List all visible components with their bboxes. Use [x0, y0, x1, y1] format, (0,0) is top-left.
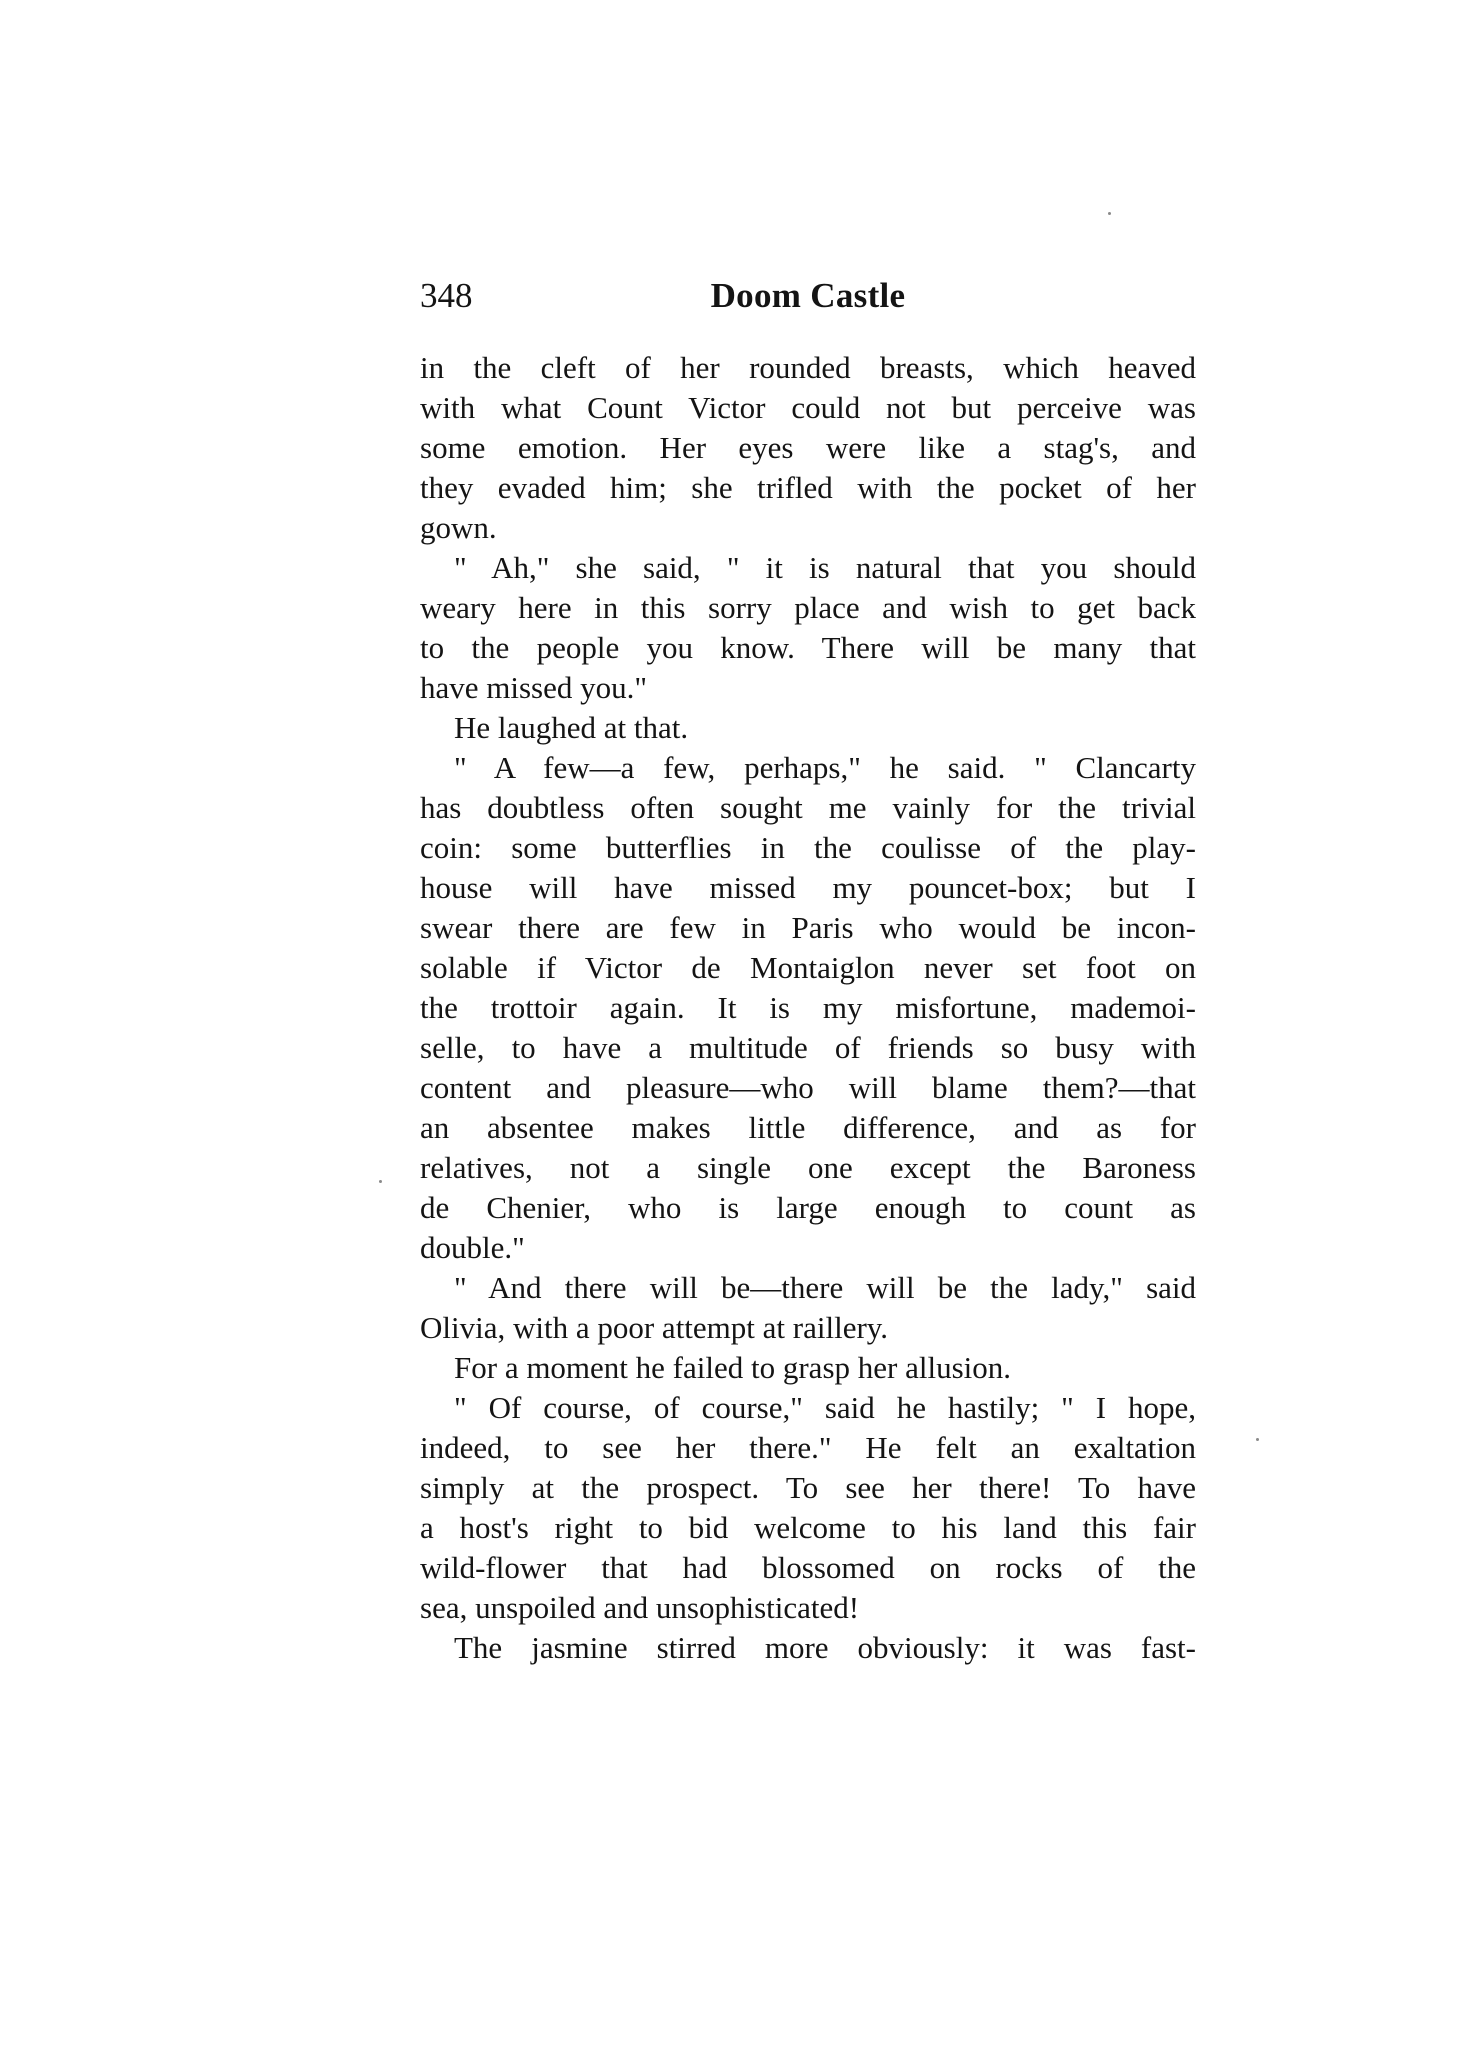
text-line: indeed, to see her there." He felt an exaltation — [420, 1430, 1196, 1465]
text-line: content and pleasure—who will blame them?—that — [420, 1070, 1196, 1105]
text-line: the trottoir again. It is my misfortune, mademoi- — [420, 990, 1196, 1025]
text-line: He laughed at that. — [454, 710, 689, 745]
page-header — [420, 266, 1196, 326]
page-number: 348 — [420, 276, 473, 315]
text-line: The jasmine stirred more obviously: it was fast- — [454, 1630, 1196, 1665]
text-line: " And there will be—there will be the lady," said — [454, 1270, 1196, 1305]
text-line: house will have missed my pouncet-box; but I — [420, 870, 1196, 905]
text-line: simply at the prospect. To see her there! To have — [420, 1470, 1196, 1505]
text-line: " Of course, of course," said he hastily; " I hope, — [454, 1390, 1196, 1425]
text-line: in the cleft of her rounded breasts, which heaved — [420, 350, 1196, 385]
text-line: " A few—a few, perhaps," he said. " Clancarty — [454, 750, 1196, 785]
text-line: wild-flower that had blossomed on rocks of the — [420, 1550, 1196, 1585]
running-title: Doom Castle — [710, 276, 906, 315]
text-line: coin: some butterflies in the coulisse of the play- — [420, 830, 1196, 865]
text-line: Olivia, with a poor attempt at raillery. — [420, 1310, 889, 1345]
text-line: some emotion. Her eyes were like a stag's, and — [420, 430, 1196, 465]
text-line: solable if Victor de Montaiglon never set foot on — [420, 950, 1196, 985]
text-line: sea, unspoiled and unsophisticated! — [420, 1590, 860, 1625]
text-line: For a moment he failed to grasp her allusion. — [454, 1350, 1012, 1385]
text-line: to the people you know. There will be many that — [420, 630, 1196, 665]
text-line: " Ah," she said, " it is natural that you should — [454, 550, 1196, 585]
text-line: have missed you." — [420, 670, 648, 705]
text-line: an absentee makes little difference, and as for — [420, 1110, 1196, 1145]
text-line: with what Count Victor could not but perceive was — [420, 390, 1196, 425]
body-text — [420, 348, 1196, 1668]
scan-speck — [1256, 1438, 1259, 1441]
text-line: they evaded him; she trifled with the pocket of her — [420, 470, 1196, 505]
text-line: swear there are few in Paris who would be incon- — [420, 910, 1196, 945]
scan-speck — [1108, 212, 1111, 215]
scan-speck — [379, 1180, 382, 1183]
text-line: selle, to have a multitude of friends so busy with — [420, 1030, 1196, 1065]
text-line: a host's right to bid welcome to his land this fair — [420, 1510, 1196, 1545]
text-line: double." — [420, 1230, 525, 1265]
text-line: relatives, not a single one except the Baroness — [420, 1150, 1196, 1185]
text-line: weary here in this sorry place and wish to get back — [420, 590, 1196, 625]
text-line: de Chenier, who is large enough to count as — [420, 1190, 1196, 1225]
text-line: gown. — [420, 510, 497, 545]
text-line: has doubtless often sought me vainly for the trivial — [420, 790, 1196, 825]
